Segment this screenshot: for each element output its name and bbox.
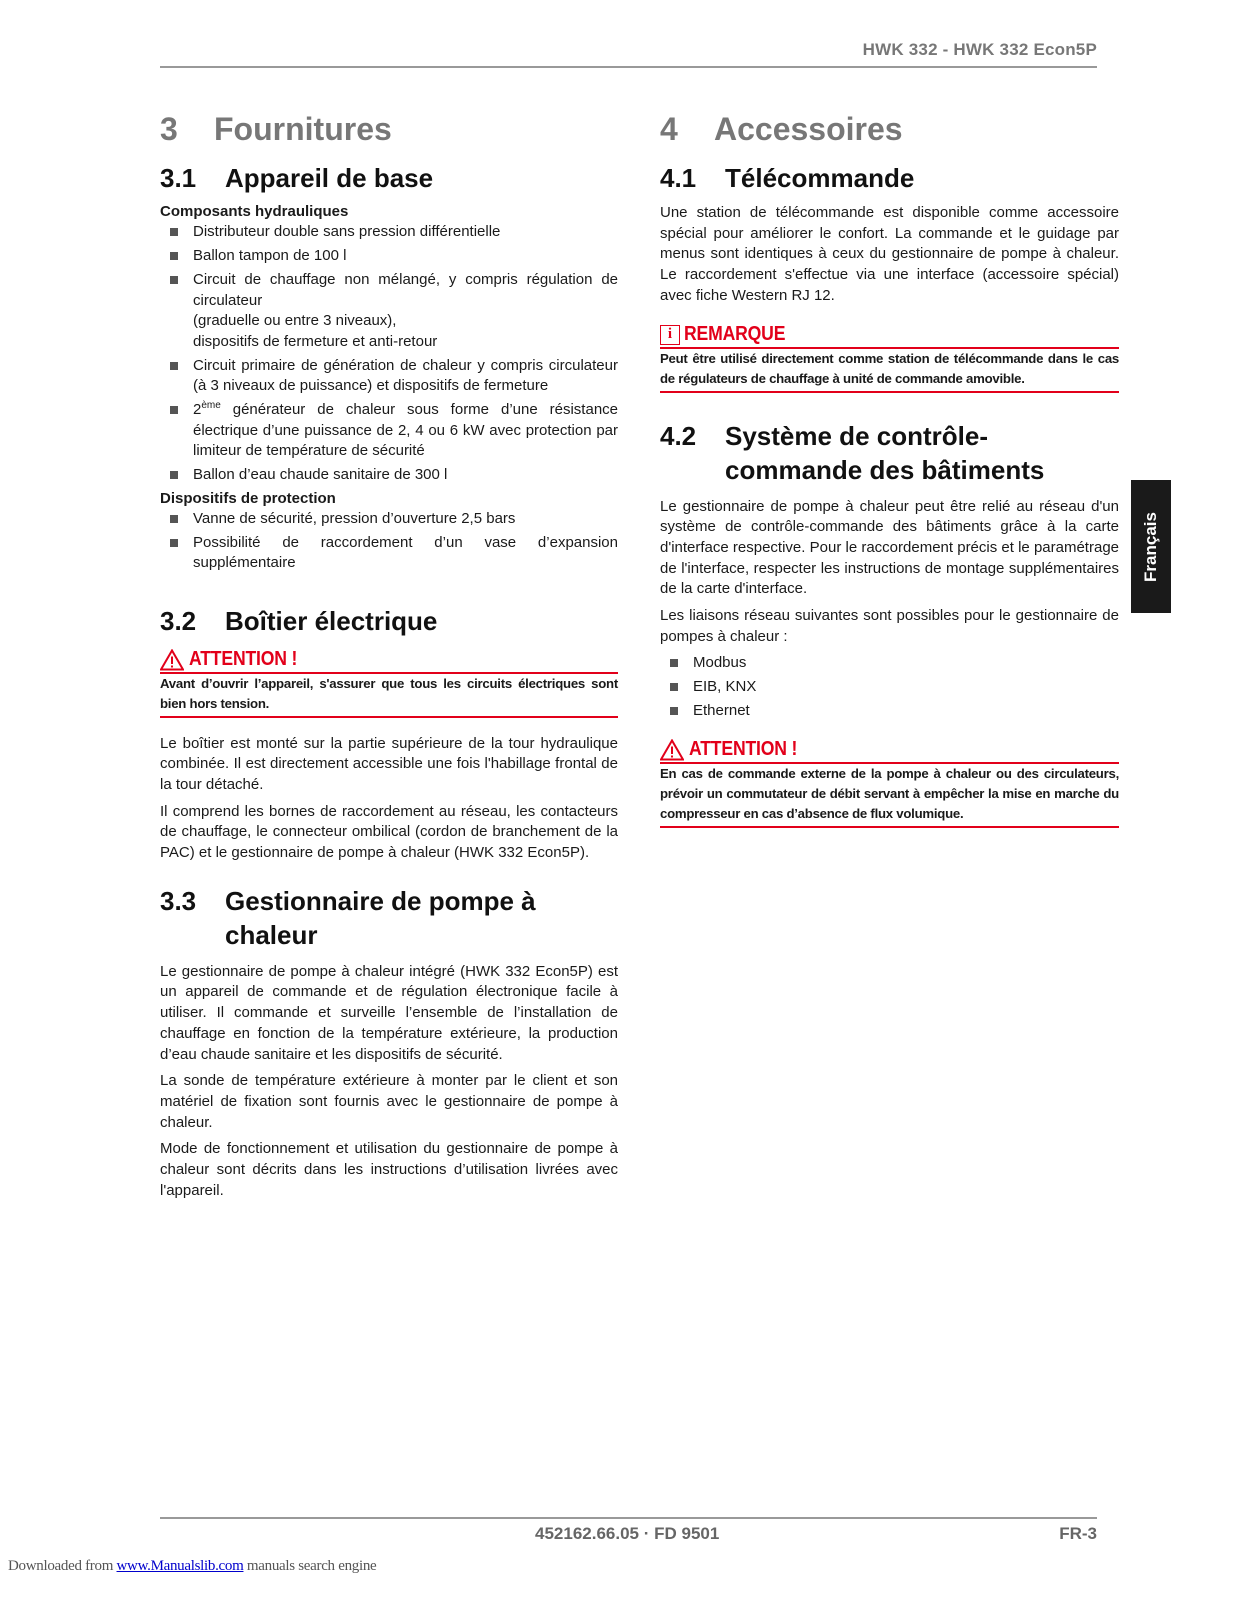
chapter-number: 4 bbox=[660, 110, 678, 147]
section-title-cont: chaleur bbox=[225, 919, 318, 950]
paragraph: Mode de fonctionnement et utilisation du gestionnaire de pompe à chaleur sont décrits dans les instructions d’utilisation livrées avec l'appareil. bbox=[160, 1140, 618, 1199]
list-item: Modbus bbox=[660, 653, 1119, 674]
paragraph: Une station de télécommande est disponible comme accessoire spécial pour améliorer le confort. La commande et le guidage par menus sont identiques à ceux du gestionnaire de pompe à chaleur. Le raccordement s'effectue via une interface (accessoire spécial) avec fiche Western RJ 12. bbox=[660, 204, 1119, 304]
paragraph: Le gestionnaire de pompe à chaleur intégré (HWK 332 Econ5P) est un appareil de commande et de régulation électronique facile à utiliser. Il commande et surveille l’ensemble de l’installation de chauffage en fonction de la température extérieure, la production d’eau chaude sanitaire et les dispositifs de sécurité. bbox=[160, 962, 618, 1063]
notice-text: Avant d’ouvrir l’appareil, s'assurer que tous les circuits électriques sont bien hors tension. bbox=[160, 674, 618, 718]
network-connections-list bbox=[660, 653, 1119, 722]
paragraph: La sonde de température extérieure à monter par le client et son matériel de fixation sont fournis avec le gestionnaire de pompe à chaleur. bbox=[160, 1072, 618, 1131]
paragraph: Le gestionnaire de pompe à chaleur peut être relié au réseau d'un système de contrôle-commande des bâtiments grâce à la carte d'interface respective. Pour le raccordement précis et le paramétrage de l'interface, respecter les instructions de montage supplémentaires de la carte d'interface. bbox=[660, 497, 1119, 598]
section-number: 4.1 bbox=[660, 163, 697, 193]
section-number: 4.2 bbox=[660, 420, 697, 451]
section-3-2-heading bbox=[160, 604, 618, 638]
section-title: Système de contrôle- bbox=[725, 420, 988, 451]
paragraph: Il comprend les bornes de raccordement au réseau, les contacteurs de chauffage, le connecteur ombilical (cordon de branchement de la PAC) et le gestionnaire de pompe à chaleur (HWK 332 Econ5P). bbox=[160, 802, 618, 862]
paragraph: Les liaisons réseau suivantes sont possibles pour le gestionnaire de pompes à chaleur : bbox=[660, 607, 1119, 645]
list-item: 2ème générateur de chaleur sous forme d’une résistance électrique d’une puissance de 2, 4 ou 6 kW avec protection par limiteur de température de sécurité bbox=[160, 400, 618, 462]
warning-triangle-icon bbox=[660, 739, 684, 761]
section-title: Boîtier électrique bbox=[225, 605, 438, 636]
section-number: 3.1 bbox=[160, 163, 197, 193]
list-item: Circuit de chauffage non mélangé, y compris régulation de circulateur (graduelle ou entre 3 niveaux), dispositifs de fermeture et anti-retour bbox=[160, 270, 618, 352]
list-item: Ballon tampon de 100 l bbox=[160, 246, 618, 267]
list-item: EIB, KNX bbox=[660, 677, 1119, 698]
list-item: Vanne de sécurité, pression d’ouverture 2,5 bars bbox=[160, 509, 618, 530]
section-title: Appareil de base bbox=[225, 163, 434, 193]
attention-notice bbox=[160, 648, 618, 718]
notice-text: En cas de commande externe de la pompe à chaleur ou des circulateurs, prévoir un commutateur de débit servant à empêcher la mise en marche du compresseur en cas d’absence de flux volumique. bbox=[660, 764, 1119, 828]
hydraulic-components-list bbox=[160, 222, 618, 486]
list-item: Distributeur double sans pression différentielle bbox=[160, 222, 618, 243]
right-column bbox=[660, 105, 1119, 844]
left-column bbox=[160, 105, 618, 1207]
header-divider bbox=[160, 66, 1097, 68]
chapter-3-heading bbox=[160, 105, 618, 153]
chapter-4-heading bbox=[660, 105, 1119, 153]
manualslib-link[interactable]: www.Manualslib.com bbox=[116, 1558, 244, 1574]
section-4-2-heading bbox=[660, 419, 1119, 487]
footer-divider bbox=[160, 1517, 1097, 1519]
section-title: Gestionnaire de pompe à bbox=[225, 885, 536, 916]
section-number: 3.3 bbox=[160, 885, 197, 916]
section-title: Télécommande bbox=[725, 163, 915, 193]
notice-label: REMARQUE bbox=[684, 323, 786, 346]
section-4-1-heading bbox=[660, 161, 1119, 195]
chapter-title: Fournitures bbox=[214, 110, 392, 147]
list-item: Circuit primaire de génération de chaleur y compris circulateur (à 3 niveaux de puissance) et dispositifs de fermeture bbox=[160, 356, 618, 397]
info-icon: i bbox=[660, 325, 680, 345]
download-prefix: Downloaded from bbox=[8, 1558, 117, 1574]
notice-text: Peut être utilisé directement comme station de télécommande dans le cas de régulateurs de chauffage à unité de commande amovible. bbox=[660, 349, 1119, 393]
notice-label: ATTENTION ! bbox=[189, 648, 298, 670]
chapter-number: 3 bbox=[160, 110, 178, 147]
paragraph: Le boîtier est monté sur la partie supérieure de la tour hydraulique combinée. Il est directement accessible une fois l'habillage frontal de la tour détaché. bbox=[160, 734, 618, 793]
download-suffix: manuals search engine bbox=[243, 1558, 377, 1574]
download-note bbox=[8, 1558, 376, 1575]
list-item: Ballon d’eau chaude sanitaire de 300 l bbox=[160, 465, 618, 486]
section-3-1-heading bbox=[160, 161, 618, 195]
language-label: Français bbox=[1141, 511, 1160, 582]
section-3-3-heading bbox=[160, 884, 618, 952]
section-title-cont: commande des bâtiments bbox=[725, 454, 1045, 485]
warning-triangle-icon bbox=[160, 649, 184, 671]
list-item: Possibilité de raccordement d’un vase d’expansion supplémentaire bbox=[160, 533, 618, 574]
page-number: FR-3 bbox=[1059, 1524, 1097, 1543]
subheading-protection: Dispositifs de protection bbox=[160, 489, 336, 507]
notice-label: ATTENTION ! bbox=[689, 738, 798, 761]
section-number: 3.2 bbox=[160, 605, 197, 636]
document-number: 452162.66.05 · FD 9501 bbox=[535, 1524, 720, 1543]
protection-devices-list bbox=[160, 509, 618, 574]
document-header-title: HWK 332 - HWK 332 Econ5P bbox=[862, 40, 1097, 59]
chapter-title: Accessoires bbox=[714, 110, 903, 147]
attention-notice bbox=[660, 738, 1119, 828]
list-item: Ethernet bbox=[660, 701, 1119, 722]
remark-notice bbox=[660, 323, 1119, 393]
language-side-tab bbox=[1131, 480, 1171, 613]
subheading-hydraulic: Composants hydrauliques bbox=[160, 203, 349, 220]
